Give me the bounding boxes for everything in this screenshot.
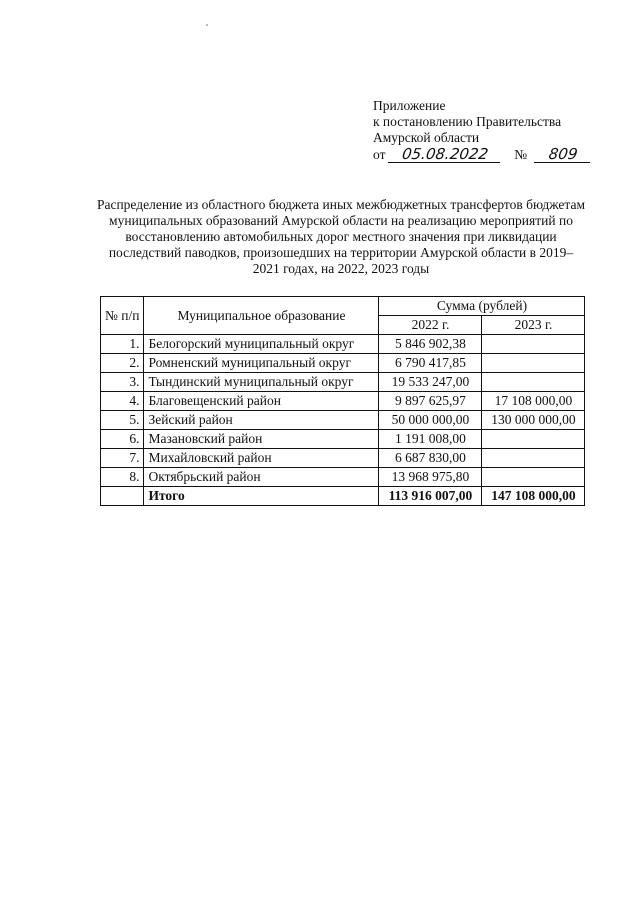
row-municipality: Зейский район (144, 411, 379, 430)
header-municipality: Муниципальное образование (144, 297, 379, 335)
distribution-table (100, 296, 585, 506)
row-sum-2023 (482, 373, 585, 392)
row-municipality: Благовещенский район (144, 392, 379, 411)
total-sum-2023: 147 108 000,00 (482, 487, 585, 506)
row-sum-2023 (482, 449, 585, 468)
row-sum-2022: 6 687 830,00 (379, 449, 482, 468)
table-total-row (101, 487, 585, 506)
row-sum-2022: 50 000 000,00 (379, 411, 482, 430)
row-sum-2023 (482, 430, 585, 449)
row-sum-2023 (482, 335, 585, 354)
appendix-block (373, 98, 591, 163)
row-sum-2023 (482, 354, 585, 373)
table-row (101, 335, 585, 354)
date-prefix: от (373, 147, 386, 162)
row-number: 7. (101, 449, 144, 468)
row-municipality: Октябрьский район (144, 468, 379, 487)
row-sum-2022: 1 191 008,00 (379, 430, 482, 449)
row-sum-2022: 6 790 417,85 (379, 354, 482, 373)
row-sum-2023 (482, 468, 585, 487)
table-row (101, 411, 585, 430)
appendix-line-1: Приложение (373, 98, 446, 113)
total-number-cell (101, 487, 144, 506)
appendix-line-2: к постановлению Правительства (373, 114, 562, 129)
row-municipality: Михайловский район (144, 449, 379, 468)
row-sum-2023: 130 000 000,00 (482, 411, 585, 430)
header-sum: Сумма (рублей) (379, 297, 585, 316)
row-sum-2022: 9 897 625,97 (379, 392, 482, 411)
row-number: 2. (101, 354, 144, 373)
table-row (101, 392, 585, 411)
table-row (101, 449, 585, 468)
row-number: 5. (101, 411, 144, 430)
table-row (101, 468, 585, 487)
table-row (101, 373, 585, 392)
appendix-line-3: Амурской области (373, 130, 480, 145)
total-label: Итого (144, 487, 379, 506)
scan-speck (206, 24, 208, 26)
row-municipality: Ромненский муниципальный округ (144, 354, 379, 373)
appendix-date-line (373, 147, 591, 163)
number-sign: № (514, 147, 528, 162)
row-municipality: Белогорский муниципальный округ (144, 335, 379, 354)
row-number: 1. (101, 335, 144, 354)
header-2022: 2022 г. (379, 316, 482, 335)
table-row (101, 430, 585, 449)
row-number: 4. (101, 392, 144, 411)
handwritten-date: 05.08.2022 (388, 147, 502, 163)
row-sum-2023: 17 108 000,00 (482, 392, 585, 411)
row-number: 8. (101, 468, 144, 487)
header-2023: 2023 г. (482, 316, 585, 335)
table-row (101, 354, 585, 373)
table-header-row (101, 297, 585, 316)
row-municipality: Мазановский район (144, 430, 379, 449)
row-number: 6. (101, 430, 144, 449)
row-sum-2022: 13 968 975,80 (379, 468, 482, 487)
row-number: 3. (101, 373, 144, 392)
header-number: № п/п (101, 297, 144, 335)
row-municipality: Тындинский муниципальный округ (144, 373, 379, 392)
handwritten-number: 809 (533, 147, 591, 163)
row-sum-2022: 19 533 247,00 (379, 373, 482, 392)
total-sum-2022: 113 916 007,00 (379, 487, 482, 506)
document-title: Распределение из областного бюджета иных межбюджетных трансфертов бюджетам муниципальных образований Амурской области на реализацию мероприятий по восстановлению автомобильных дорог местного значения при ликвидации последствий паводков, произошедших на территории Амурской области в 2019–2021 годах, на 2022, 2023 годы (96, 197, 586, 276)
row-sum-2022: 5 846 902,38 (379, 335, 482, 354)
